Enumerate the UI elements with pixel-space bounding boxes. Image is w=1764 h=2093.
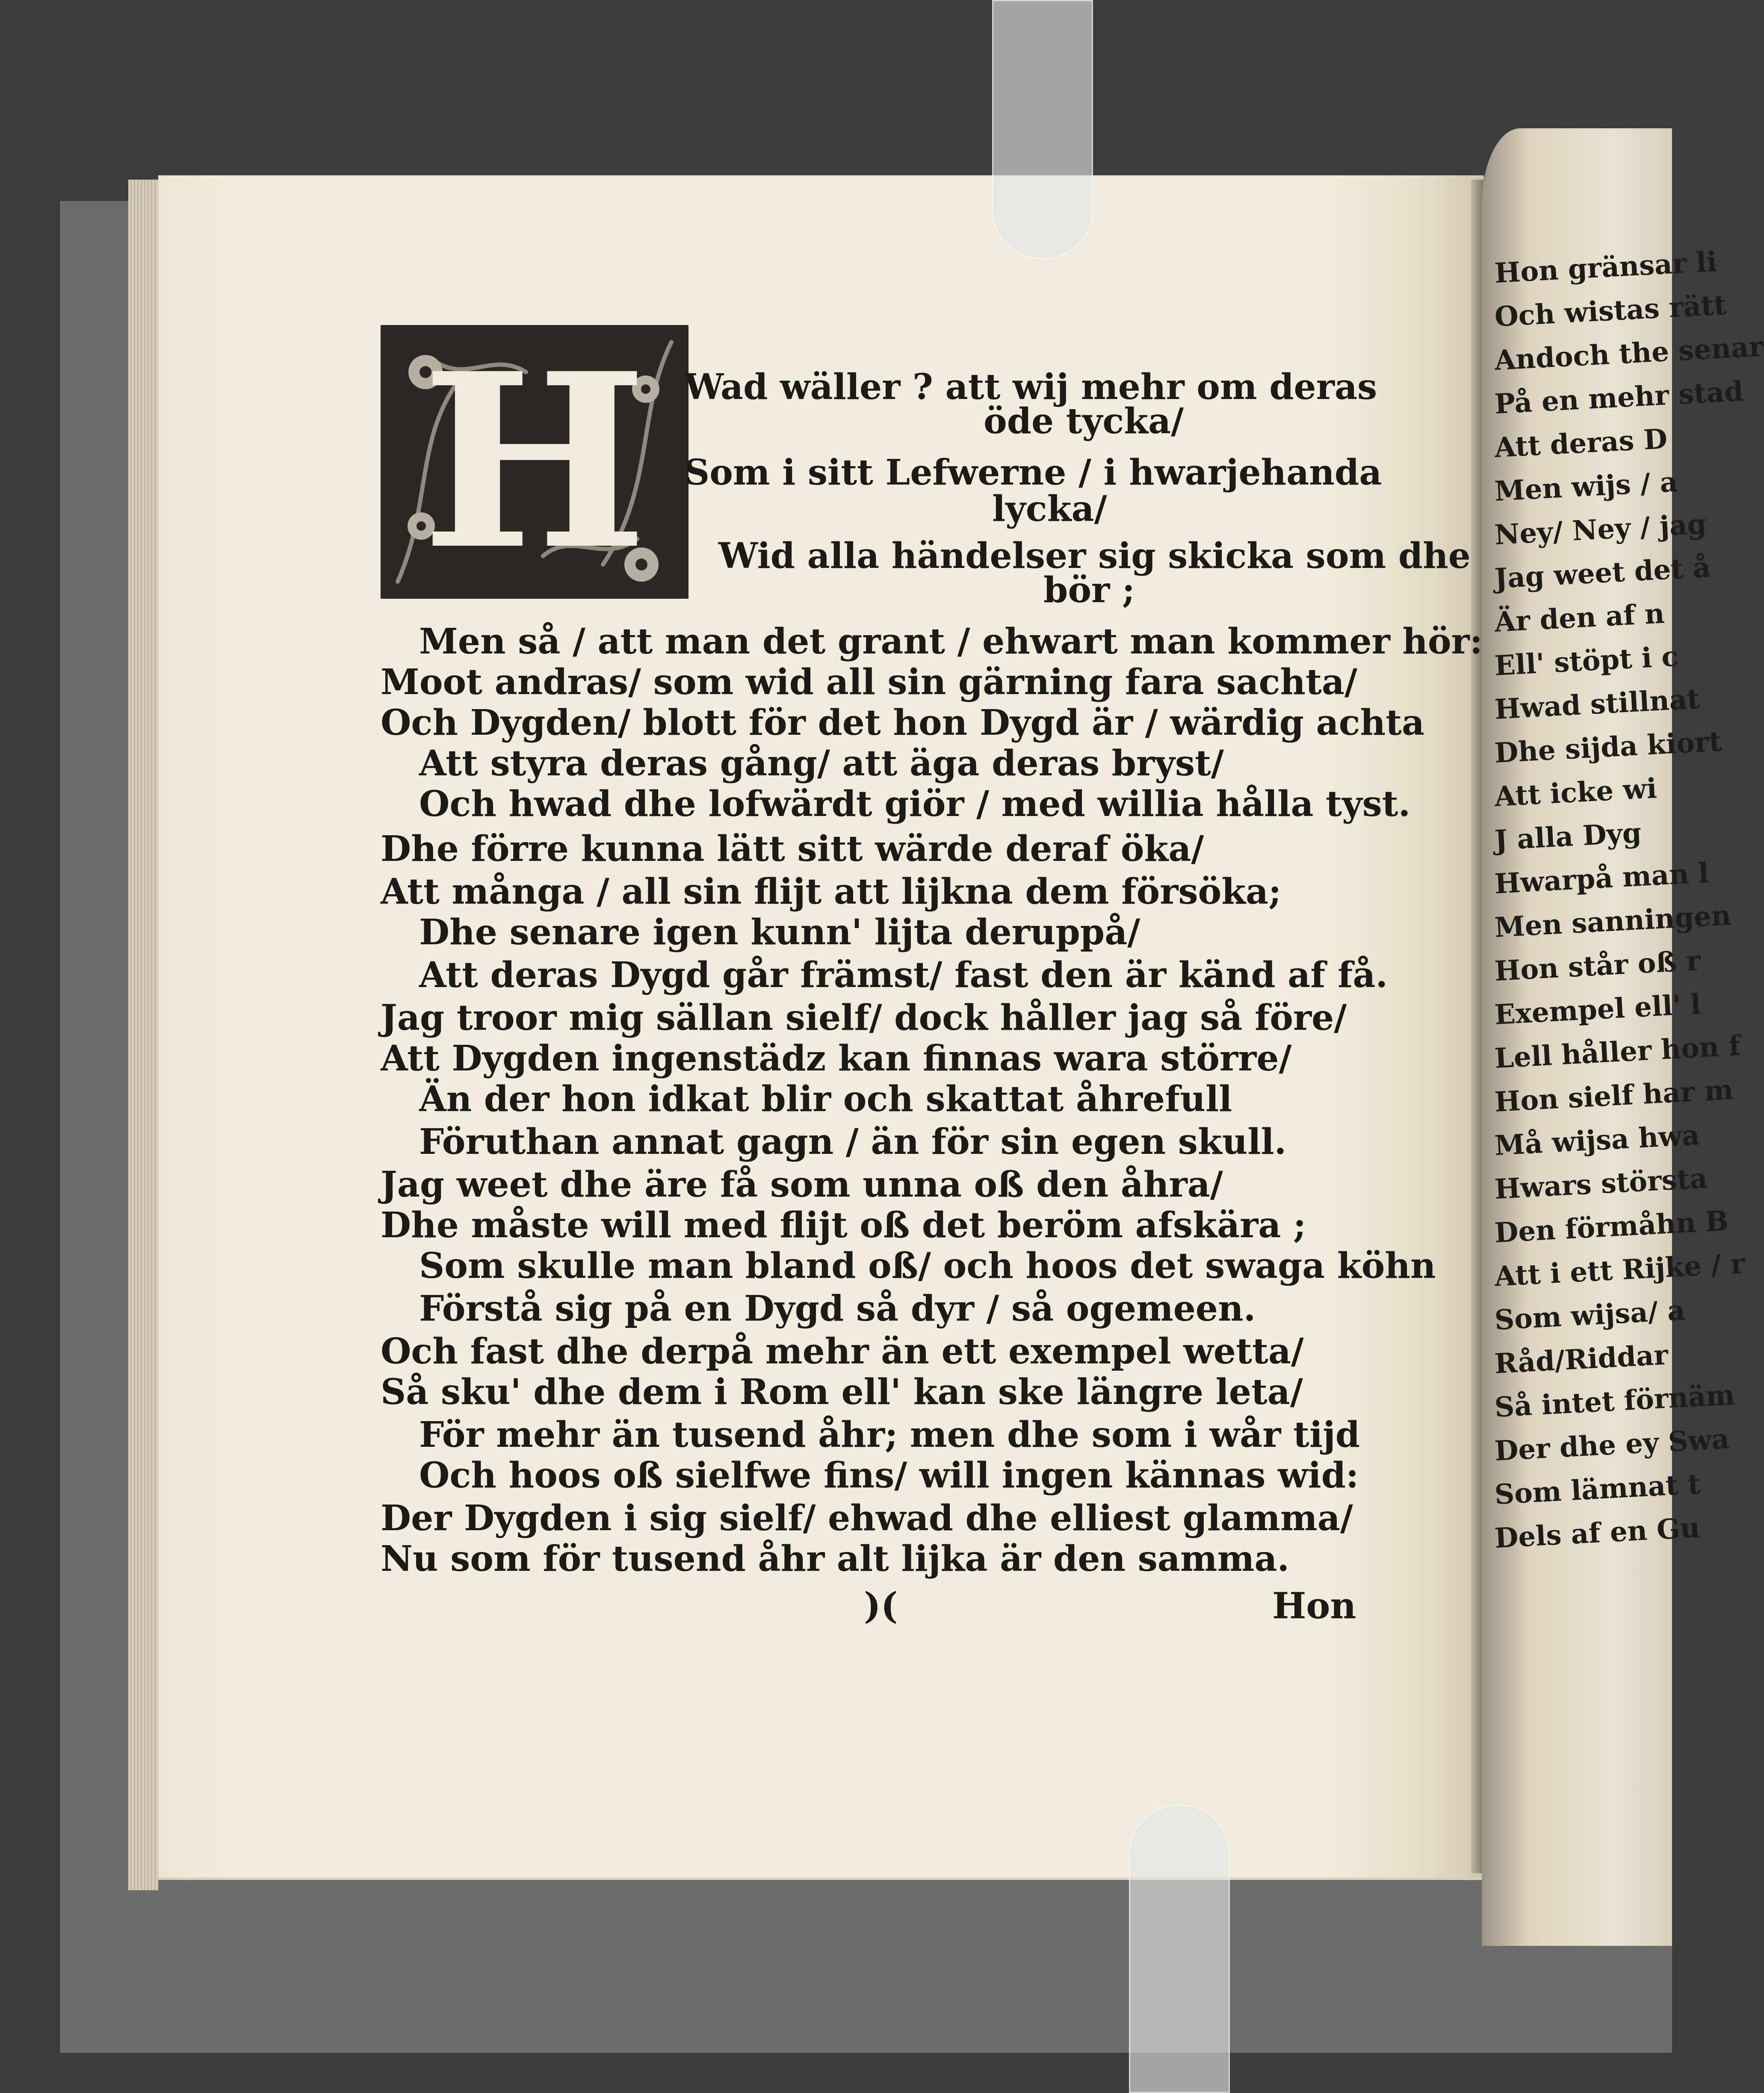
right-page-line: Hwad stillnat <box>1494 683 1701 726</box>
right-page-line: Som wijsa/ a <box>1494 1294 1686 1336</box>
right-page-line: Dhe sijda kiort <box>1494 725 1723 769</box>
text-line: Och hwad dhe lofwärdt giör / med willia hålla tyst. <box>419 783 1411 825</box>
text-line: Wad wäller ? att wij mehr om deras <box>684 367 1377 408</box>
text-line: Dhe måste will med flijt oß det beröm afskära ; <box>381 1205 1306 1246</box>
right-page-line: Råd/Riddar <box>1494 1339 1669 1380</box>
right-page-line: Lell håller hon f <box>1494 1029 1741 1075</box>
right-page-line: Att icke wi <box>1494 772 1658 813</box>
text-line: För mehr än tusend åhr; men dhe som i wår tijd <box>419 1414 1360 1455</box>
text-line: Förstå sig på en Dygd så dyr / så ogemeen. <box>419 1288 1256 1329</box>
right-page-line: J alla Dyg <box>1494 817 1643 857</box>
text-line: Dhe förre kunna lätt sitt wärde deraf öka/ <box>381 828 1204 869</box>
right-page-line: Och wistas rätt <box>1494 289 1727 333</box>
right-page-line: Men sanningen <box>1494 899 1732 944</box>
right-page-line: Men wijs / a <box>1494 466 1678 508</box>
right-page-line: Hon gränsar li <box>1494 245 1718 290</box>
text-line: Än der hon idkat blir och skattat åhrefull <box>419 1079 1232 1120</box>
text-line: Som skulle man bland oß/ och hoos det swaga köhn <box>419 1245 1436 1286</box>
signature-mark: )( <box>864 1585 898 1627</box>
right-page-line: Att i ett Rijke / r <box>1494 1248 1746 1293</box>
text-line: Nu som för tusend åhr alt lijka är den samma. <box>381 1538 1290 1579</box>
text-line: lycka/ <box>992 488 1107 529</box>
initial-letter: H <box>421 321 648 603</box>
right-page-line: Hon sielf har m <box>1494 1073 1734 1118</box>
text-line: Jag troor mig sällan sielf/ dock håller jag så före/ <box>381 997 1347 1038</box>
page-clip-bottom <box>1129 1805 1230 2093</box>
right-page-line: Den förmåhn B <box>1494 1205 1729 1249</box>
right-page-line: Så intet förnäm <box>1494 1379 1736 1424</box>
page-clip-top <box>992 0 1093 259</box>
right-page-line: Andoch the senar <box>1494 331 1764 377</box>
right-page-line: Hon står oß r <box>1494 944 1702 987</box>
right-page <box>1482 128 1764 1946</box>
right-page-line: Ney/ Ney / jag <box>1494 508 1708 551</box>
right-page-line: Jag weet det å <box>1494 551 1712 595</box>
right-page-line: På en mehr stad <box>1494 375 1744 420</box>
text-line: Så sku' dhe dem i Rom ell' kan ske längre leta/ <box>381 1372 1303 1413</box>
text-line: Der Dygden i sig sielf/ ehwad dhe elliest glamma/ <box>381 1498 1353 1539</box>
text-line: Dhe senare igen kunn' lijta deruppå/ <box>419 912 1141 953</box>
right-page-line: Ell' stöpt i c <box>1494 640 1679 682</box>
text-line: Föruthan annat gagn / än för sin egen skull. <box>419 1121 1287 1162</box>
text-line: Och fast dhe derpå mehr än ett exempel wetta/ <box>381 1331 1304 1372</box>
text-line: Och hoos oß sielfwe fins/ will ingen kännas wid: <box>419 1455 1359 1496</box>
right-page-line: Är den af n <box>1494 597 1666 639</box>
catchword: Hon <box>1272 1585 1356 1627</box>
right-page-line: Som lämnat t <box>1494 1468 1702 1511</box>
text-line: Jag weet dhe äre få som unna oß den åhra/ <box>381 1164 1223 1205</box>
right-page-line: Hwarpå man l <box>1494 857 1710 900</box>
text-line: Moot andras/ som wid all sin gärning fara sachta/ <box>381 662 1357 703</box>
right-page-line: Hwars största <box>1494 1162 1708 1206</box>
text-line: bör ; <box>1043 570 1135 611</box>
text-line: Att styra deras gång/ att äga deras bryst/ <box>419 743 1224 784</box>
right-page-line: Dels af en Gu <box>1494 1511 1701 1555</box>
right-page-line: Att deras D <box>1494 423 1668 464</box>
text-line: Wid alla händelser sig skicka som dhe <box>718 535 1471 576</box>
right-page-line: Exempel ell' l <box>1494 988 1702 1031</box>
text-line: öde tycka/ <box>984 401 1184 442</box>
decorated-initial <box>381 321 688 603</box>
page-edges <box>128 180 158 1890</box>
text-line: Att deras Dygd går främst/ fast den är känd af få. <box>419 955 1388 996</box>
right-page-line: Der dhe ey Swa <box>1494 1423 1730 1467</box>
text-line: Att många / all sin flijt att lijkna dem försöka; <box>381 871 1282 912</box>
text-line: Och Dygden/ blott för det hon Dygd är / wärdig achta <box>381 702 1425 743</box>
text-line: Som i sitt Lefwerne / i hwarjehanda <box>684 452 1382 493</box>
text-line: Men så / att man det grant / ehwart man kommer hör: <box>419 621 1483 662</box>
right-page-line: Må wijsa hwa <box>1494 1119 1701 1162</box>
text-line: Att Dygden ingenstädz kan finnas wara större/ <box>381 1038 1292 1079</box>
